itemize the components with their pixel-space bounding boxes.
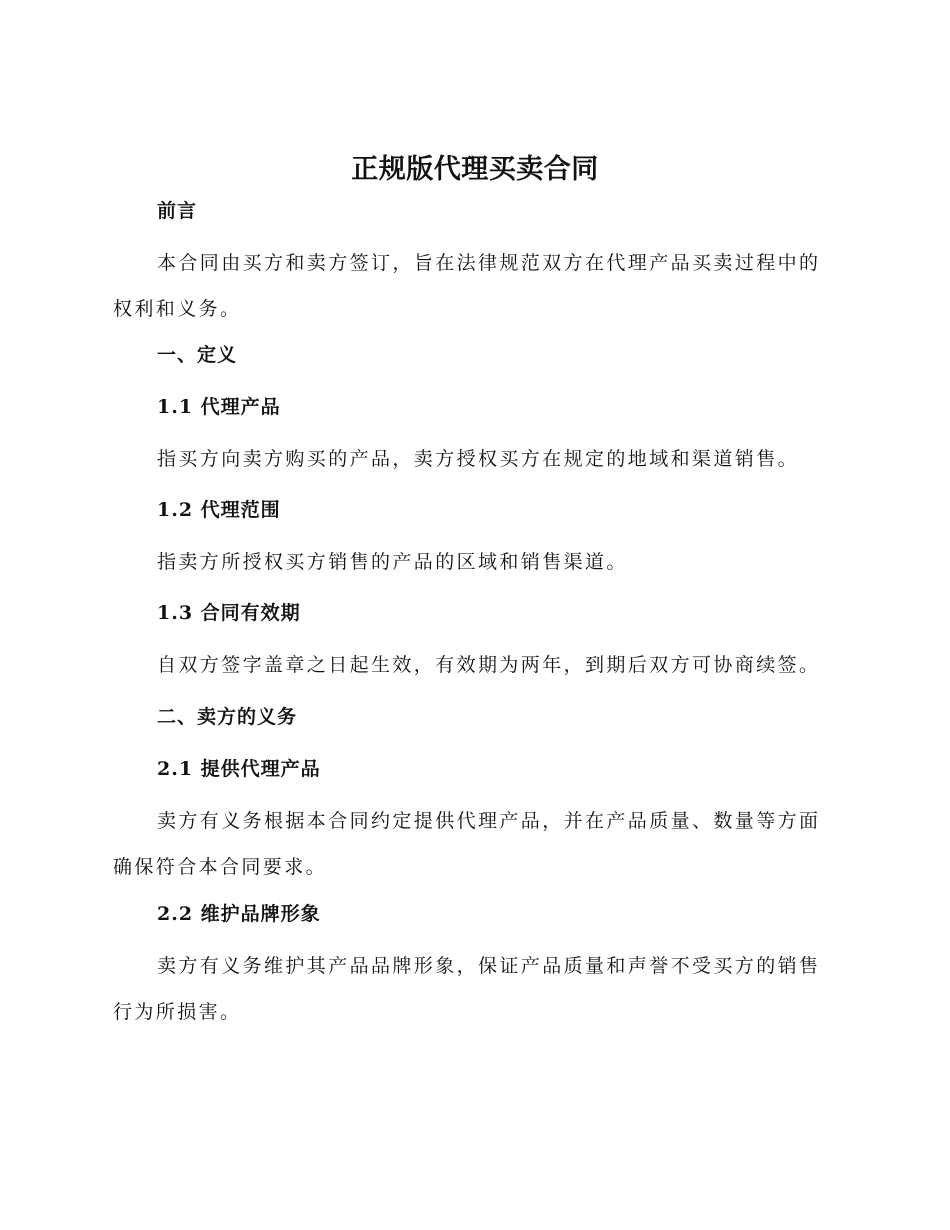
- item-2-2-body: 卖方有义务维护其产品品牌形象，保证产品质量和声誉不受买方的销售行为所损害。: [113, 955, 821, 1023]
- item-1-1-heading: 1.1 代理产品: [157, 396, 281, 418]
- item-1-2-heading: 1.2 代理范围: [157, 499, 281, 521]
- preface-body: 本合同由买方和卖方签订，旨在法律规范双方在代理产品买卖过程中的权利和义务。: [113, 252, 821, 320]
- item-2-1-heading: 2.1 提供代理产品: [157, 758, 321, 780]
- item-2-1-body: 卖方有义务根据本合同约定提供代理产品，并在产品质量、数量等方面确保符合本合同要求。: [113, 810, 821, 878]
- item-1-3-body: 自双方签字盖章之日起生效，有效期为两年，到期后双方可协商续签。: [157, 654, 821, 676]
- item-2-2-heading: 2.2 维护品牌形象: [157, 903, 321, 925]
- preface-heading: 前言: [157, 200, 198, 222]
- item-1-3-heading: 1.3 合同有效期: [157, 602, 301, 624]
- item-1-2-body: 指卖方所授权买方销售的产品的区域和销售渠道。: [157, 551, 628, 573]
- section-2-heading: 二、卖方的义务: [157, 706, 298, 728]
- document-title: 正规版代理买卖合同: [351, 154, 599, 185]
- item-1-1-body: 指买方向卖方购买的产品，卖方授权买方在规定的地域和渠道销售。: [157, 448, 800, 470]
- section-1-heading: 一、定义: [157, 344, 238, 366]
